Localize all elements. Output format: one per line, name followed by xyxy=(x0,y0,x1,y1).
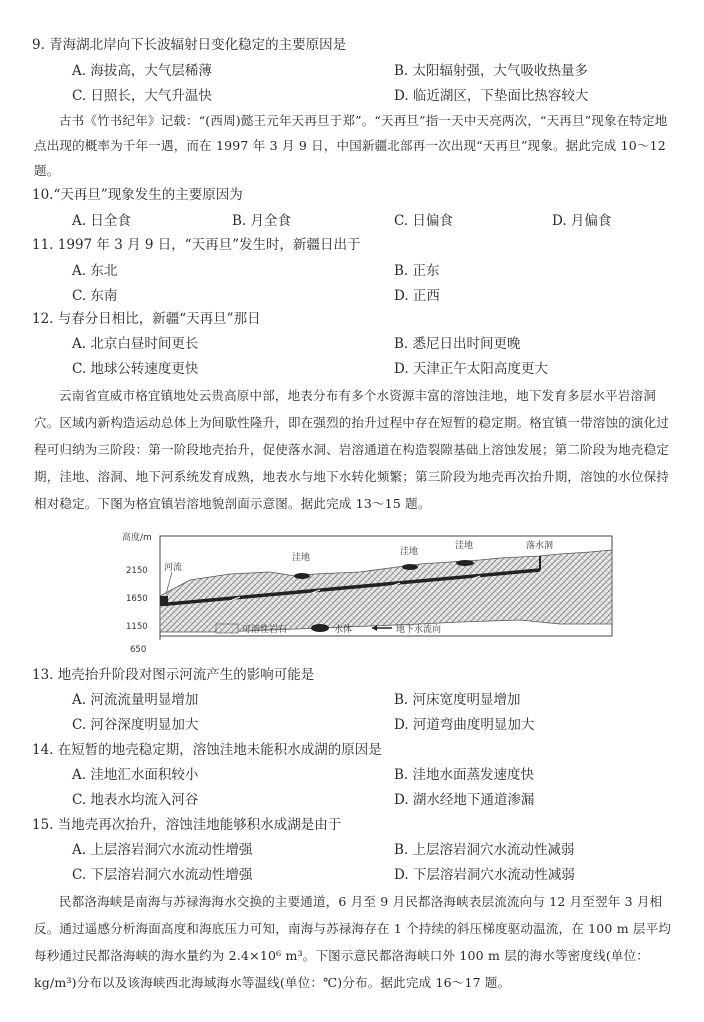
passage-10-12 xyxy=(34,108,676,183)
passage-13-15 xyxy=(34,382,676,517)
legend-flow-label: 地下水流向 xyxy=(396,625,442,635)
q10-option-a: A. 日全食 xyxy=(72,213,131,229)
q15-option-d: D. 下层溶岩洞穴水流动性减弱 xyxy=(394,867,575,883)
tick-650: 650 xyxy=(130,645,147,654)
q13-option-a: A. 河流流量明显增加 xyxy=(72,692,199,708)
passage-10-12-text: 古书《竹书纪年》记载：“(西周)懿王元年天再旦于郑”。“天再旦”指一天中天亮两次，“天再旦”现象在特定地点出现的概率为千年一遇，而在 1997 年 3 月 9 日，中国新疆北部再一次出现“天再旦”现象。据此完成 10～12 题。 xyxy=(34,113,668,178)
q12-option-b: B. 悉尼日出时间更晚 xyxy=(394,336,521,352)
river-water xyxy=(160,596,168,606)
q11-stem: 11. 1997 年 3 月 9 日，“天再旦”发生时，新疆日出于 xyxy=(32,237,361,253)
label-depression-2: 洼地 xyxy=(400,547,419,557)
q14-stem: 14. 在短暂的地壳稳定期，溶蚀洼地未能积水成湖的原因是 xyxy=(32,742,382,758)
q11-option-d: D. 正西 xyxy=(394,288,440,304)
q9-option-d: D. 临近湖区，下垫面比热容较大 xyxy=(394,88,589,104)
passage-16-17-text: 民都洛海峡是南海与苏禄海海水交换的主要通道，6 月至 9 月民都洛海峡表层流流向与 12 月至翌年 3 月相反。通过遥感分析海面高度和海底压力可知，南海与苏禄海存在 1 个持续的斜压梯度驱动温流，在 100 m 层平均每秒通过民都洛海峡的海水量约为 2.4×10⁶ m³。下图示意民都洛海峡口外 100 m 层的海水等密度线(单位：kg/m³)分布以及该海峡西北海域海水等温线(单位：℃)分布。据此完成 16～17 题。 xyxy=(34,894,672,990)
tick-1650: 1650 xyxy=(126,594,148,604)
q9-option-b: B. 太阳辐射强，大气吸收热量多 xyxy=(394,63,589,79)
q15-option-b: B. 上层溶岩洞穴水流动性减弱 xyxy=(394,842,575,858)
q15-option-c: C. 下层溶岩洞穴水流动性增强 xyxy=(72,867,253,883)
q9-option-a: A. 海拔高，大气层稀薄 xyxy=(72,63,212,79)
q13-option-b: B. 河床宽度明显增加 xyxy=(394,692,521,708)
label-depression-3: 洼地 xyxy=(455,541,474,551)
depression-water-1 xyxy=(294,573,310,579)
q14-option-a: A. 洼地汇水面积较小 xyxy=(72,767,199,783)
q14-option-d: D. 湖水经地下通道渗漏 xyxy=(394,792,535,808)
label-depression-1: 洼地 xyxy=(292,553,311,563)
label-river: 河流 xyxy=(164,563,183,573)
q12-option-d: D. 天津正午太阳高度更大 xyxy=(394,361,548,377)
depression-water-2 xyxy=(402,564,418,570)
tick-2150: 2150 xyxy=(126,566,148,576)
q12-option-c: C. 地球公转速度更快 xyxy=(72,361,199,377)
q10-option-c: C. 日偏食 xyxy=(394,213,453,229)
q10-option-d: D. 月偏食 xyxy=(552,213,612,229)
q11-option-b: B. 正东 xyxy=(394,263,440,279)
q10-stem: 10.“天再旦”现象发生的主要原因为 xyxy=(32,187,243,203)
q11-option-c: C. 东南 xyxy=(72,288,118,304)
legend-water-swatch xyxy=(311,624,329,632)
q13-option-c: C. 河谷深度明显加大 xyxy=(72,717,199,733)
label-sinkhole: 落水洞 xyxy=(526,541,554,551)
karst-profile-figure xyxy=(120,528,620,654)
q15-option-a: A. 上层溶岩洞穴水流动性增强 xyxy=(72,842,253,858)
q14-option-c: C. 地表水均流入河谷 xyxy=(72,792,199,808)
q14-option-b: B. 洼地水面蒸发速度快 xyxy=(394,767,535,783)
q11-option-a: A. 东北 xyxy=(72,263,118,279)
q13-option-d: D. 河道弯曲度明显加大 xyxy=(394,717,535,733)
figure-y-label: 高度/m xyxy=(122,533,152,543)
q15-stem: 15. 当地壳再次抬升，溶蚀洼地能够积水成湖是由于 xyxy=(32,817,342,833)
q9-stem: 9. 青海湖北岸向下长波辐射日变化稳定的主要原因是 xyxy=(32,37,347,53)
passage-13-15-text: 云南省宣威市格宜镇地处云贵高原中部，地表分布有多个水资源丰富的溶蚀洼地，地下发育多层水平岩溶洞穴。区域内新构造运动总体上为间歇性隆升，即在强烈的抬升过程中存在短暂的稳定期。格宜镇一带溶蚀的演化过程可归纳为三阶段：第一阶段地壳抬升，促使落水洞、岩溶通道在构造裂隙基础上溶蚀发展；第二阶段为地壳稳定期，洼地、溶洞、地下河系统发育成熟，地表水与地下水转化频繁；第三阶段为地壳再次抬升期，溶蚀的水位保持相对稳定。下图为格宜镇岩溶地貌剖面示意图。据此完成 13～15 题。 xyxy=(34,388,670,511)
legend-rock-label: 可溶性岩石 xyxy=(242,625,288,635)
legend-water-label: 水体 xyxy=(334,625,353,635)
q10-option-b: B. 月全食 xyxy=(232,213,292,229)
tick-1150: 1150 xyxy=(126,622,148,632)
depression-water-3 xyxy=(456,560,474,566)
q12-stem: 12. 与春分日相比，新疆“天再旦”那日 xyxy=(32,311,261,327)
q12-option-a: A. 北京白昼时间更长 xyxy=(72,336,199,352)
passage-16-17 xyxy=(34,888,676,996)
q9-option-c: C. 日照长，大气升温快 xyxy=(72,88,212,104)
q13-stem: 13. 地壳抬升阶段对图示河流产生的影响可能是 xyxy=(32,667,315,683)
legend-rock-swatch xyxy=(216,624,238,633)
